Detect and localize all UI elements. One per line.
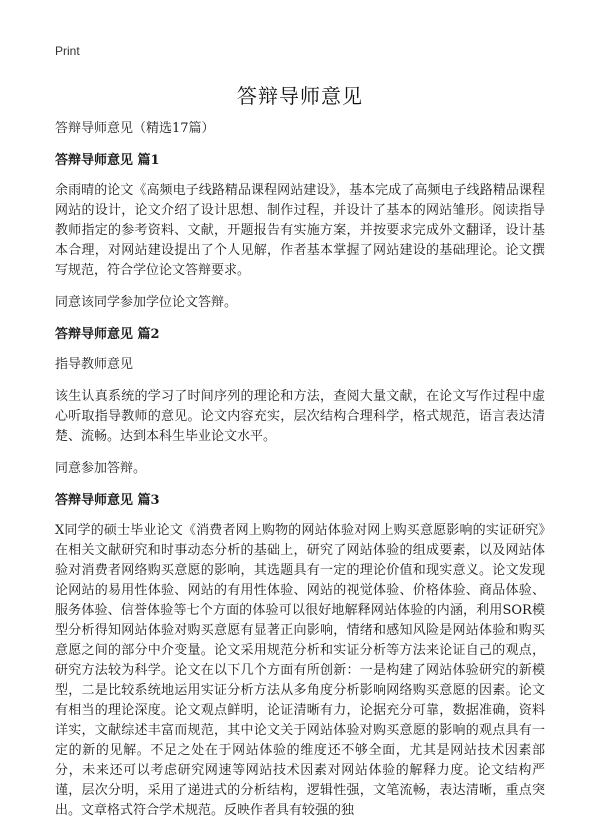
section-3 bbox=[55, 491, 545, 821]
paragraph: 指导教师意见 bbox=[55, 357, 134, 372]
paragraph: 同意该同学参加学位论文答辩。 bbox=[55, 295, 238, 310]
section-heading: 答辩导师意见 篇1 bbox=[55, 153, 160, 168]
section-1 bbox=[55, 151, 545, 313]
print-label: Print bbox=[55, 44, 80, 58]
paragraph: 余雨晴的论文《高频电子线路精品课程网站建设》，基本完成了高频电子线路精品课程网站的设计，论文介绍了设计思想、制作过程，并设计了基本的网站雏形。阅读指导教师指定的参考资料、文献，开题报告有实施方案，并按要求完成外文翻译，设计基本合理，对网站建设提出了个人见解，作者基本掌握了网站建设的基础理论。论文撰写规范，符合学位论文答辩要求。 bbox=[55, 183, 545, 278]
paragraph: 同意参加答辩。 bbox=[55, 461, 147, 476]
paragraph: 该生认真系统的学习了时间序列的理论和方法，查阅大量文献，在论文写作过程中虚心听取指导教师的意见。论文内容充实，层次结构合理科学，格式规范，语言表达清楚、流畅。达到本科生毕业论文水平。 bbox=[55, 389, 545, 444]
section-heading: 答辩导师意见 篇2 bbox=[55, 327, 160, 342]
document-subtitle: 答辩导师意见（精选17篇） bbox=[55, 121, 215, 136]
section-heading: 答辩导师意见 篇3 bbox=[55, 493, 160, 508]
paragraph: X同学的硕士毕业论文《消费者网上购物的网站体验对网上购买意愿影响的实证研究》在相关文献研究和时事动态分析的基础上，研究了网站体验的组成要素，以及网站体验对消费者网络购买意愿的影响，其选题具有一定的理论价值和现实意义。论文发现论网站的易用性体验、网站的有用性体验、网站的视觉体验、价格体验、商品体验、服务体验、信誉体验等七个方面的体验可以很好地解释网站体验的内涵，利用SOR模型分析得知网站体验对购买意愿有显著正向影响，情绪和感知风险是网站体验和购买意愿之间的部分中介变量。论文采用规范分析和实证分析等方法来论证自己的观点，研究方法较为科学。论文在以下几个方面有所创新：一是构建了网站体验研究的新模型，二是比较系统地运用实证分析方法从多角度分析影响网络购买意愿的因素。论文有相当的理论深度。论文观点鲜明，论证清晰有力，论据充分可靠，数据准确，资料详实，文献综述丰富而规范，其中论文关于网站体验对购买意愿的影响的观点具有一定的新的见解。不足之处在于网站体验的维度还不够全面，尤其是网站技术因素部分，未来还可以考虑研究网速等网站技术因素对网站体验的解释力度。论文结构严谨，层次分明，采用了递进式的分析结构，逻辑性强，文笔流畅，表达清晰，重点突出。文章格式符合学术规范。反映作者具有较强的独 bbox=[55, 523, 545, 818]
document-body bbox=[55, 119, 545, 833]
page-title: 答辩导师意见 bbox=[237, 84, 363, 108]
section-2 bbox=[55, 325, 545, 479]
